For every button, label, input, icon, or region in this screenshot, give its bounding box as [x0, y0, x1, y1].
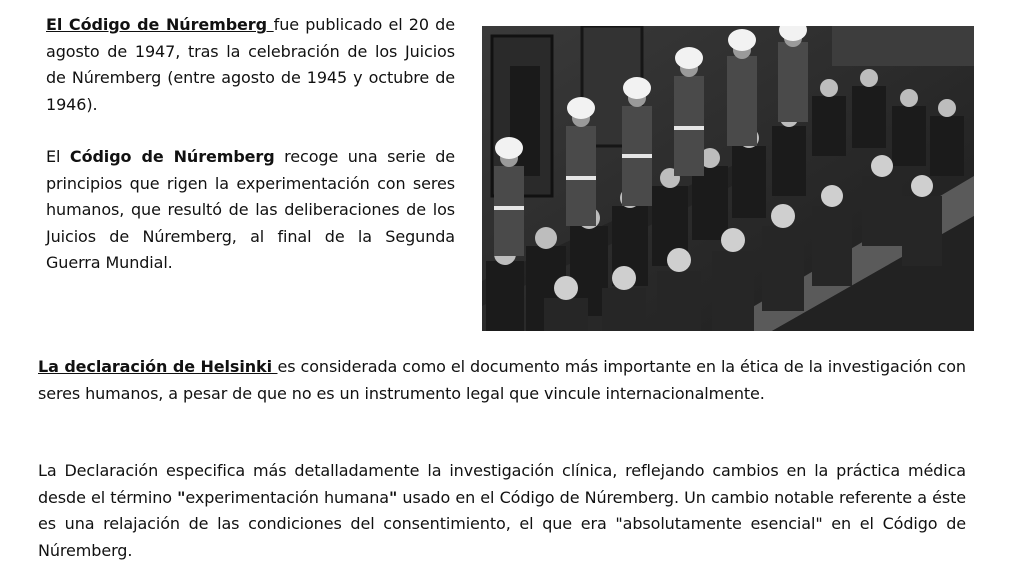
nuremberg-trials-photo-illustration: [482, 26, 974, 331]
helsinki-declaration-paragraph: [38, 354, 966, 407]
declaration-changes-paragraph: [38, 458, 966, 564]
changes-text-b: usado en el Código de Núremberg. Un cambio notable referente a éste es una relajación de las condiciones del consentimiento, el que era "absolutamente esencial" en el Código de Núremberg.: [38, 487, 966, 560]
quote-close-mark: ": [388, 487, 398, 507]
principles-lead: El: [46, 147, 70, 166]
nuremberg-principles-paragraph: [46, 144, 455, 277]
quote-open-mark: ": [177, 487, 186, 507]
nuremberg-trials-photo: [482, 26, 974, 331]
principles-text: recoge una serie de principios que rigen la experimentación con seres humanos, que resultó de las deliberaciones de los Juicios de Núremberg, al final de la Segunda Guerra Mundial.: [46, 147, 455, 272]
helsinki-declaration-text: es considerada como el documento más importante en la ética de la investigación con seres humanos, a pesar de que no es un instrumento legal que vincule internacionalmente.: [38, 357, 966, 403]
quoted-term: experimentación humana: [185, 487, 389, 507]
nuremberg-code-text: fue publicado el 20 de agosto de 1947, tras la celebración de los Juicios de Núremberg (entre agosto de 1945 y octubre de 1946).: [46, 15, 455, 114]
changes-text-a: La Declaración especifica más detalladamente la investigación clínica, reflejando cambios en la práctica médica desde el término: [38, 461, 966, 507]
nuremberg-code-paragraph: [46, 12, 455, 118]
nuremberg-code-title: El Código de Núremberg: [46, 15, 274, 34]
helsinki-declaration-title: La declaración de Helsinki: [38, 357, 278, 376]
principles-bold-term: Código de Núremberg: [69, 147, 275, 166]
